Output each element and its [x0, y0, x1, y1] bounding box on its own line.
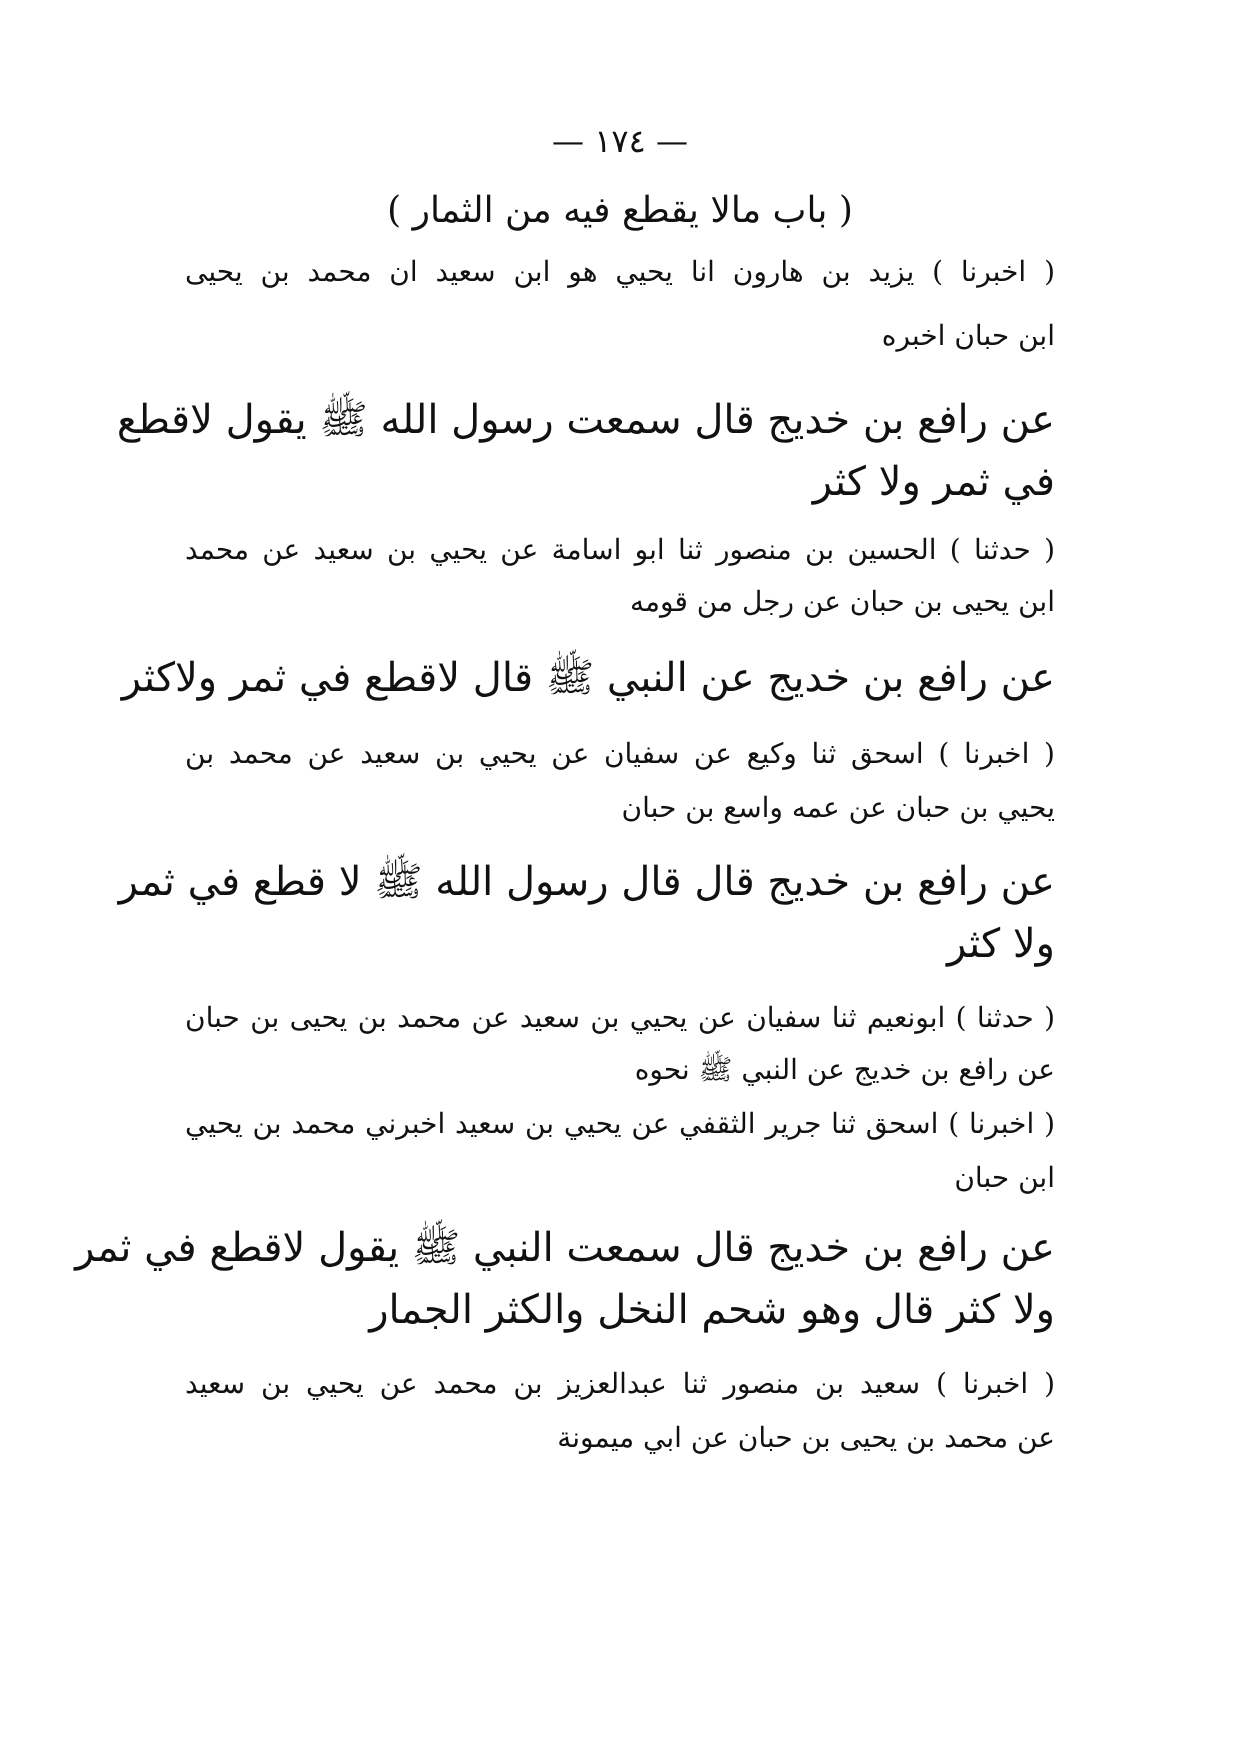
text-line: ابن حبان — [954, 1161, 1055, 1194]
hadith-line: عن رافع بن خديج قال سمعت النبي ﷺ يقول لاقطع في ثمر — [75, 1225, 1055, 1271]
hadith-line: عن رافع بن خديج قال قال رسول الله ﷺ لا قطع في ثمر — [118, 859, 1055, 905]
text-line: ابن حبان اخبره — [881, 319, 1055, 352]
chapter-title: ( باب مالا يقطع فيه من الثمار ) — [387, 190, 853, 231]
text-line: عن محمد بن يحيى بن حبان عن ابي ميمونة — [557, 1421, 1055, 1454]
text-line: يحيي بن حبان عن عمه واسع بن حبان — [621, 791, 1055, 824]
text-line: ( اخبرنا ) سعيد بن منصور ثنا عبدالعزيز بن محمد عن يحيي بن سعيد — [185, 1367, 1055, 1400]
page-number: — ١٧٤ — — [552, 122, 688, 160]
text-line: ( اخبرنا ) يزيد بن هارون انا يحيي هو ابن سعيد ان محمد بن يحيى — [185, 255, 1055, 288]
text-line: ابن يحيى بن حبان عن رجل من قومه — [629, 585, 1055, 618]
hadith-line: ولا كثر — [946, 921, 1055, 967]
hadith-line: ولا كثر قال وهو شحم النخل والكثر الجمار — [369, 1287, 1055, 1333]
hadith-line: عن رافع بن خديج عن النبي ﷺ قال لاقطع في ثمر ولاكثر — [121, 655, 1055, 701]
hadith-line: عن رافع بن خديج قال سمعت رسول الله ﷺ يقول لاقطع — [116, 397, 1055, 443]
hadith-line: في ثمر ولا كثر — [812, 459, 1055, 505]
text-line: ( حدثنا ) الحسين بن منصور ثنا ابو اسامة عن يحيي بن سعيد عن محمد — [185, 533, 1055, 566]
text-line: ( اخبرنا ) اسحق ثنا جرير الثقفي عن يحيي بن سعيد اخبرني محمد بن يحيي — [185, 1107, 1055, 1140]
text-line: عن رافع بن خديج عن النبي ﷺ نحوه — [634, 1053, 1055, 1086]
text-line: ( حدثنا ) ابونعيم ثنا سفيان عن يحيي بن سعيد عن محمد بن يحيى بن حبان — [185, 1001, 1055, 1034]
text-line: ( اخبرنا ) اسحق ثنا وكيع عن سفيان عن يحيي بن سعيد عن محمد بن — [185, 737, 1055, 770]
